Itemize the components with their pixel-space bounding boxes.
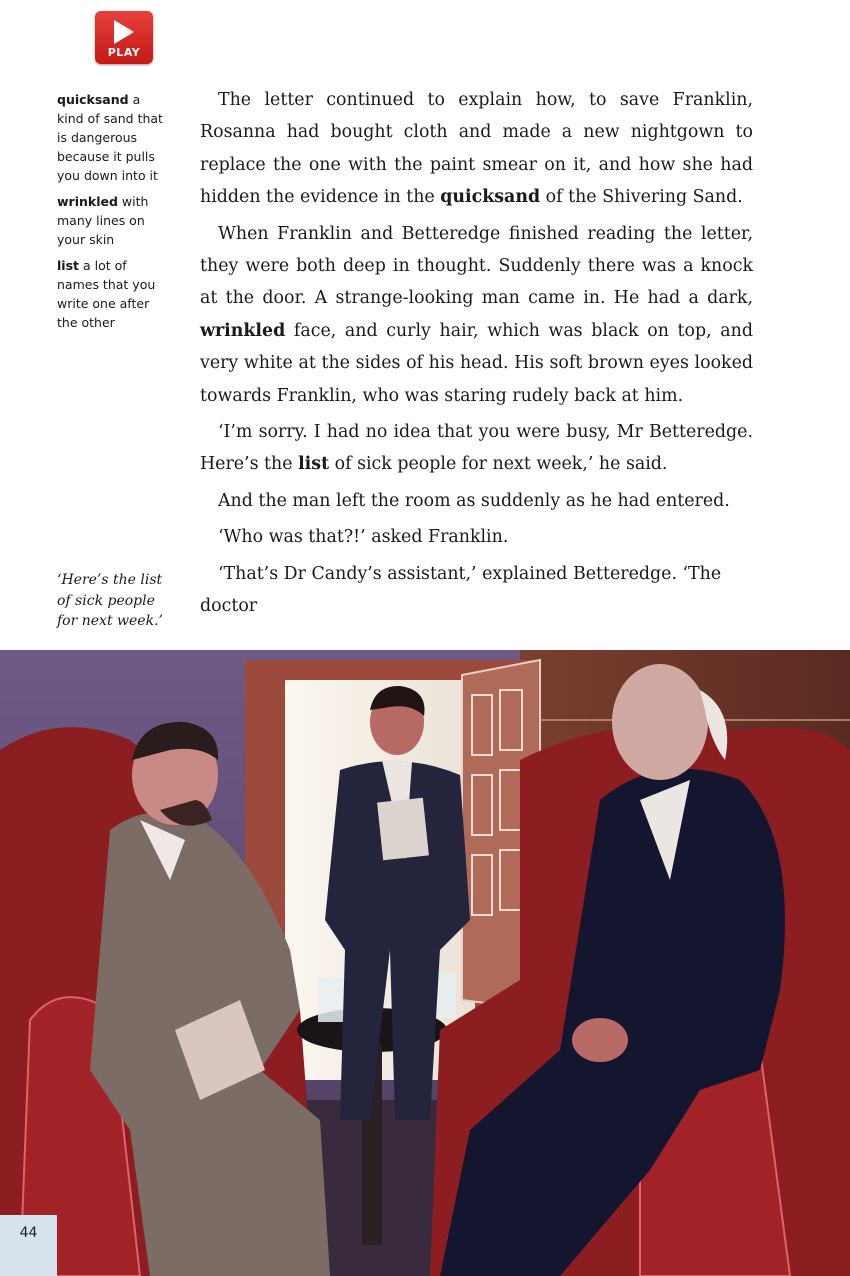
glossary-entry [57,192,169,249]
paragraph: ‘That’s Dr Candy’s assistant,’ explained Betteredge. ‘The doctor [200,563,722,617]
glossary-term: list [57,258,79,273]
page-number: 44 [0,1215,57,1276]
glossary-entry [57,256,169,332]
paragraph: And the man left the room as suddenly as he had entered. [218,490,730,511]
paragraph: The letter continued to explain how, to save Franklin, Rosanna had bought cloth and made a new nightgown to replace the one with the paint smear on it, and how she had hidden the evidence in the quicksand of the Shivering Sand. [200,90,753,208]
play-icon [114,20,134,44]
paragraph: ‘Who was that?!’ asked Franklin. [218,527,509,548]
paragraph: When Franklin and Betteredge finished reading the letter, they were both deep in thought. Suddenly there was a knock at the door. A strange-looking man came in. He had a dark, wrinkled face, and curly hair, which was black on top, and very white at the sides of his head. His soft brown eyes looked towards Franklin, who was staring rudely back at him. [200,223,753,406]
glossary-entry [57,90,169,185]
glossary-term: quicksand [57,92,129,107]
glossary-word: wrinkled [200,320,286,341]
glossary-definition: with many lines on your skin [57,194,149,247]
illustration-caption: ‘Here’s the list of sick people for next week.’ [57,572,163,629]
story-text [200,84,753,627]
illustration [0,650,850,1276]
glossary-definition: a kind of sand that is dangerous because it pulls you down into it [57,92,163,183]
play-label: PLAY [107,46,141,59]
paragraph: ‘I’m sorry. I had no idea that you were busy, Mr Betteredge. Here’s the list of sick people for next week,’ he said. [200,422,753,475]
glossary-word: quicksand [440,187,541,208]
play-button[interactable] [95,11,153,64]
glossary-word: list [298,454,330,475]
glossary-definition: a lot of names that you write one after the other [57,258,156,330]
glossary-term: wrinkled [57,194,118,209]
glossary [57,90,169,339]
